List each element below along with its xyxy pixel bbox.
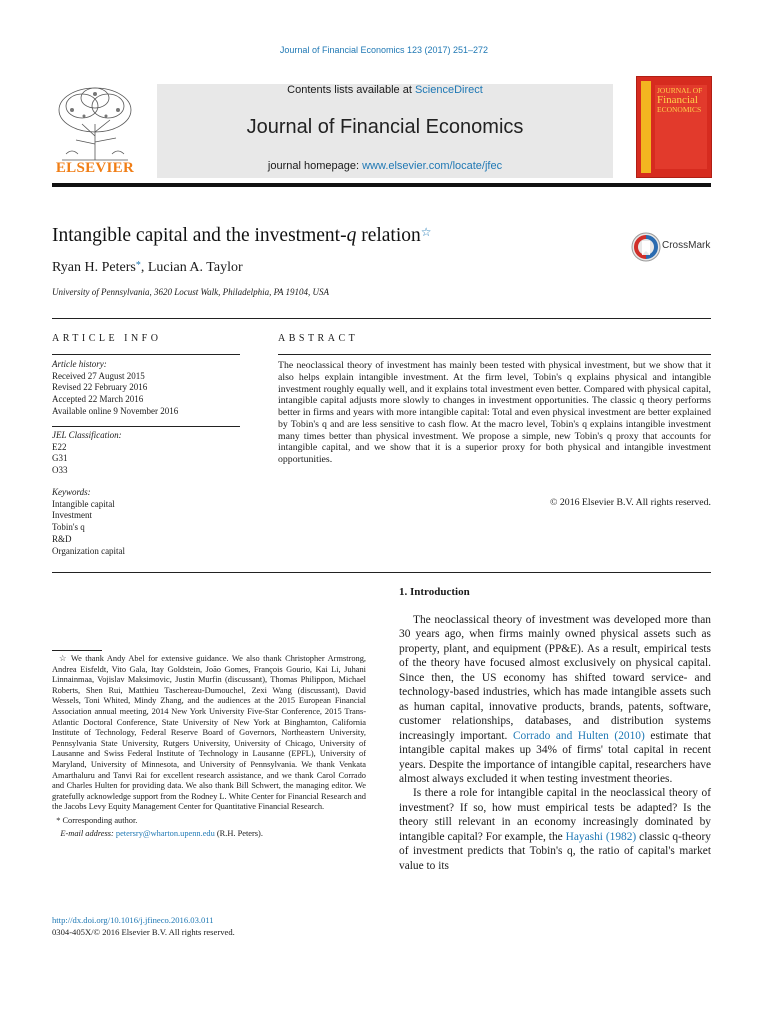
introduction-heading: 1. Introduction bbox=[399, 586, 470, 598]
crossmark-icon bbox=[630, 231, 662, 263]
acknowledgement-footnote bbox=[52, 654, 366, 813]
jel-code: O33 bbox=[52, 465, 68, 476]
author-peters: Ryan H. Peters bbox=[52, 260, 136, 275]
doi-link[interactable]: http://dx.doi.org/10.1016/j.jfineco.2016.03.011 bbox=[52, 915, 214, 925]
abstract-copyright: © 2016 Elsevier B.V. All rights reserved. bbox=[550, 497, 711, 508]
info-rule-2 bbox=[52, 426, 240, 427]
intro-p1-text: The neoclassical theory of investment was developed more than 30 years ago, when firms mainly owned physical assets such as property, plant, and equipment (PP&E). As a result, empirical tests of the theory have focused almost exclusively on physical capital. Since then, the US economy has shifted toward service- and technology-based industries, which has made intangible assets such as human capital, innovative products, brands, patents, software, customer relationships, databases, and distribution systems increasingly important. bbox=[399, 614, 711, 742]
homepage-prefix: journal homepage: bbox=[267, 160, 360, 172]
cover-title-line3: ECONOMICS bbox=[657, 105, 702, 114]
email-footnote bbox=[52, 829, 366, 840]
citation-hayashi[interactable]: Hayashi (1982) bbox=[565, 830, 637, 843]
citation-corrado-hulten[interactable]: Corrado and Hulten (2010) bbox=[512, 729, 645, 742]
author-list bbox=[52, 260, 243, 276]
title-end: relation bbox=[356, 225, 421, 246]
contents-line bbox=[157, 84, 613, 96]
article-title bbox=[52, 225, 432, 247]
footnote-rule bbox=[52, 650, 102, 651]
header-rule bbox=[52, 183, 711, 187]
homepage-link[interactable]: www.elsevier.com/locate/jfec bbox=[362, 160, 503, 172]
email-owner: (R.H. Peters). bbox=[216, 828, 263, 838]
elsevier-wordmark: ELSEVIER bbox=[55, 160, 135, 176]
keyword: Tobin's q bbox=[52, 522, 85, 533]
journal-citation[interactable]: Journal of Financial Economics 123 (2017) 251–272 bbox=[279, 45, 489, 55]
footnotes bbox=[52, 654, 366, 839]
jel-label: JEL Classification: bbox=[52, 430, 122, 440]
intro-paragraph-2 bbox=[399, 786, 711, 873]
history-label: Article history: bbox=[52, 359, 107, 369]
keyword: Organization capital bbox=[52, 545, 126, 556]
history-online: Available online 9 November 2016 bbox=[52, 405, 179, 416]
email-label: E-mail address: bbox=[60, 828, 114, 838]
journal-cover bbox=[636, 76, 712, 178]
article-history bbox=[52, 359, 178, 418]
corresponding-footnote bbox=[52, 816, 366, 827]
journal-title: Journal of Financial Economics bbox=[246, 116, 524, 138]
article-info-heading: ARTICLE INFO bbox=[52, 333, 162, 344]
ack-mark: ☆ bbox=[58, 654, 68, 663]
homepage-line bbox=[157, 160, 613, 172]
intro-p1-text-cont: estimate that intangible capital makes up 34% of firms' total capital in recent years. Despite the importance of intangible capital, researchers have almost always excluded it when testing investment theories. bbox=[399, 729, 711, 785]
history-received: Received 27 August 2015 bbox=[52, 370, 145, 381]
affiliation: University of Pennsylvania, 3620 Locust Walk, Philadelphia, PA 19104, USA bbox=[52, 287, 330, 297]
cover-strip bbox=[641, 81, 651, 173]
keywords-label: Keywords: bbox=[52, 487, 91, 497]
cover-title-line2: Financial bbox=[657, 94, 698, 106]
keyword: Intangible capital bbox=[52, 498, 115, 509]
keywords bbox=[52, 487, 125, 557]
intro-p2-text-cont: classic q-theory of investment predicts that Tobin's q, the ratio of capital's market value to its bbox=[399, 830, 711, 872]
abstract-rule bbox=[278, 354, 711, 355]
contents-prefix: Contents lists available at bbox=[287, 84, 412, 96]
cover-title-line1: JOURNAL OF bbox=[657, 86, 703, 95]
author-separator: , bbox=[140, 260, 148, 275]
abstract-bottom-rule bbox=[52, 572, 711, 573]
issn-line: 0304-405X/© 2016 Elsevier B.V. All rights reserved. bbox=[52, 926, 235, 937]
title-footnote-mark[interactable]: ☆ bbox=[420, 225, 432, 239]
jel-code: G31 bbox=[52, 453, 68, 464]
title-q: q bbox=[346, 225, 357, 246]
title-text: Intangible capital and the investment- bbox=[52, 225, 347, 246]
jel-code: E22 bbox=[52, 441, 67, 452]
history-accepted: Accepted 22 March 2016 bbox=[52, 394, 144, 405]
section-divider bbox=[52, 318, 711, 319]
history-revised: Revised 22 February 2016 bbox=[52, 382, 148, 393]
corresponding-author-mark[interactable]: * bbox=[135, 260, 141, 271]
keyword: R&D bbox=[52, 533, 72, 544]
email-link[interactable]: petersry@wharton.upenn.edu bbox=[115, 828, 215, 838]
crossmark-label[interactable]: CrossMark bbox=[662, 240, 711, 251]
abstract-text: The neoclassical theory of investment has mainly been tested with physical investment, but we show that it also helps explain intangible investment. At the firm level, Tobin's q explains physical and intangible investment roughly equally well, and it explains total investment even better. Compared with physical capital, intangible capital adjusts more slowly to changes in investment opportunities. The classic q theory performs better in firms and years with more intangible capital: Total and even physical investment are better explained by Tobin's q and are less sensitive to cash flow. At the macro level, Tobin's q explains intangible investment many times better than physical investment. We propose a simple, new Tobin's q proxy that accounts for intangible capital, and we show that it is a superior proxy for both physical and intangible investment opportunities. bbox=[278, 360, 711, 465]
abstract-heading: ABSTRACT bbox=[278, 333, 359, 344]
author-taylor: Lucian A. Taylor bbox=[147, 260, 243, 275]
ack-text: We thank Andy Abel for extensive guidance. We also thank Christopher Armstrong, Andrea Eisfeldt, Vito Gala, Itay Goldstein, João Gomes, François Gourio, Kai Li, Juhani Linnainmaa, Vojislav Maksimovic, Justin Murfin (discussant), Thomas Philippon, Michael Roberts, Shen Rui, Matthieu Taschereau-Dumouchel, Zexi Wang (discussant), David Wessels, Toni Whited, Mindy Zhang, and the audiences at the 2015 European Financial Association annual meeting, 2014 New York University Five-Star Conference, 2015 Trans-Atlantic Doctoral Conference, State University of New York at Binghamton, California Institute of Technology, Federal Reserve Board of Governors, Northeastern University, Pennsylvania State University, Rutgers University, University of Chicago, University of Lausanne and Swiss Federal Institute of Technology in Lausanne (EPFL), University of Maryland, University of Minnesota, and University of Pennsylvania. We thank Venkata Amarthaluru and Tanvi Rai for excellent research assistance, and we thank Carol Corrado and Charles Hulten for providing data. We also thank Bill Schwert, the managing editor. We gratefully acknowledge support from the Rodney L. White Center for Financial Research and the Jacobs Levy Equity Management Center for Quantitative Financial Research. bbox=[52, 654, 366, 812]
corr-mark: * bbox=[56, 815, 61, 825]
sciencedirect-link[interactable]: ScienceDirect bbox=[414, 84, 483, 96]
cover-title bbox=[657, 87, 709, 114]
keyword: Investment bbox=[52, 510, 92, 521]
intro-p2-text: Is there a role for intangible capital in the neoclassical theory of investment? If so, how must empirical tests be adapted? Is the theory still relevant in an economy increasingly dominated by intangible capital? For example, the bbox=[399, 787, 711, 843]
jel-classification bbox=[52, 430, 122, 477]
doi-block bbox=[52, 915, 235, 938]
intro-paragraph-1 bbox=[399, 613, 711, 786]
corr-text: Corresponding author. bbox=[62, 815, 138, 825]
info-rule-1 bbox=[52, 354, 240, 355]
introduction-body bbox=[399, 613, 711, 873]
